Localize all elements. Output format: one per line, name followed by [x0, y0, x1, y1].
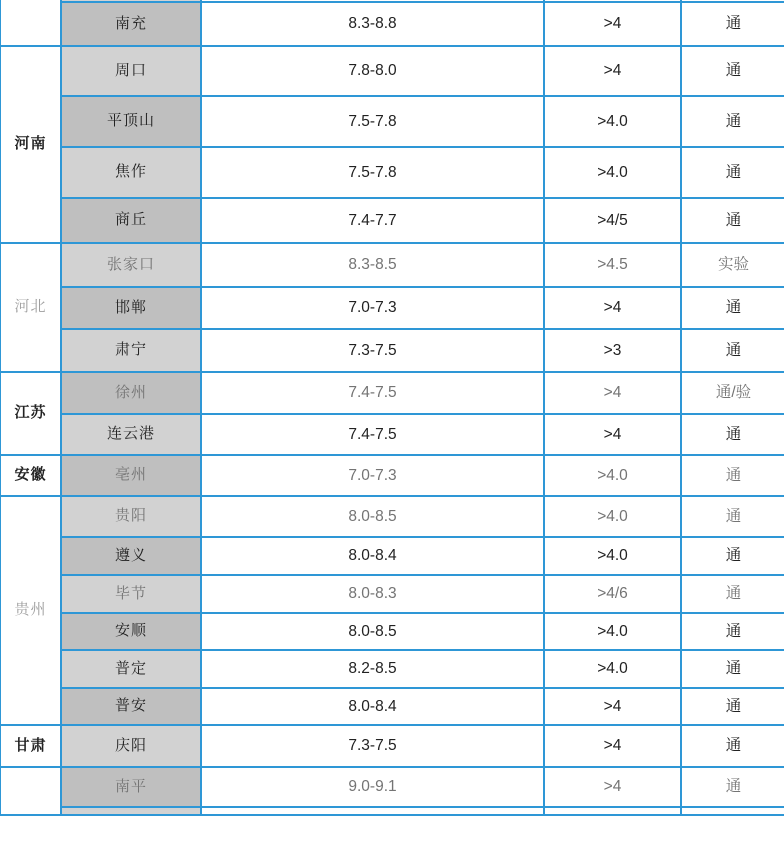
table-row	[0, 575, 784, 613]
weight-spec-cell: >4	[544, 46, 681, 96]
status-cell: 通	[681, 329, 784, 372]
city-cell: 商丘	[61, 198, 201, 243]
status-cell: 通	[681, 2, 784, 46]
city-cell: 南平	[61, 767, 201, 807]
price-range-cell: 8.0-8.3	[201, 575, 544, 613]
city-cell: 安顺	[61, 613, 201, 650]
status-cell: 通	[681, 575, 784, 613]
province-cell: 甘肃	[0, 725, 61, 767]
status-cell: 通	[681, 613, 784, 650]
price-range-cell: 8.2-8.5	[201, 650, 544, 688]
city-cell: 焦作	[61, 147, 201, 198]
status-cell: 通	[681, 414, 784, 455]
weight-spec-cell: >4.5	[544, 243, 681, 287]
price-range-cell: 7.3-7.5	[201, 329, 544, 372]
city-cell: 平顶山	[61, 96, 201, 147]
price-range-cell: 7.8-8.0	[201, 46, 544, 96]
status-cell: 通	[681, 147, 784, 198]
table-row	[0, 688, 784, 725]
table-row	[0, 767, 784, 807]
table-row	[0, 496, 784, 537]
city-cell: 邯郸	[61, 287, 201, 329]
table-row-partial	[0, 807, 784, 815]
weight-spec-cell: >4	[544, 287, 681, 329]
city-cell: 肃宁	[61, 329, 201, 372]
province-cell: 江苏	[0, 372, 61, 455]
weight-spec-cell: >4	[544, 372, 681, 414]
table-row	[0, 372, 784, 414]
status-cell: 通	[681, 287, 784, 329]
weight-spec-cell: >4.0	[544, 613, 681, 650]
price-range-cell: 8.0-8.5	[201, 613, 544, 650]
weight-spec-cell: >4/6	[544, 575, 681, 613]
province-cell	[0, 0, 61, 46]
status-cell: 通	[681, 537, 784, 575]
table-row	[0, 198, 784, 243]
table-row	[0, 537, 784, 575]
weight-spec-cell: >3	[544, 329, 681, 372]
table-row	[0, 147, 784, 198]
weight-spec-cell: >4	[544, 767, 681, 807]
price-range-cell: 8.0-8.4	[201, 688, 544, 725]
status-cell: 通/验	[681, 372, 784, 414]
city-cell: 普定	[61, 650, 201, 688]
province-cell: 河北	[0, 243, 61, 372]
status-cell: 通	[681, 46, 784, 96]
table-row	[0, 329, 784, 372]
weight-spec-cell: >4	[544, 414, 681, 455]
table-row	[0, 725, 784, 767]
province-cell: 河南	[0, 46, 61, 243]
status-cell: 实验	[681, 243, 784, 287]
price-range-cell: 9.0-9.1	[201, 767, 544, 807]
weight-spec-cell: >4	[544, 688, 681, 725]
weight-spec-cell: >4.0	[544, 147, 681, 198]
city-cell: 徐州	[61, 372, 201, 414]
table-row	[0, 96, 784, 147]
province-cell	[0, 767, 61, 815]
table-row	[0, 414, 784, 455]
table-row	[0, 243, 784, 287]
city-cell: 连云港	[61, 414, 201, 455]
weight-spec-cell: >4.0	[544, 650, 681, 688]
weight-spec-cell: >4.0	[544, 537, 681, 575]
price-range-cell: 7.5-7.8	[201, 96, 544, 147]
price-range-cell	[201, 807, 544, 815]
province-cell: 安徽	[0, 455, 61, 496]
price-range-cell: 7.4-7.5	[201, 372, 544, 414]
weight-spec-cell: >4.0	[544, 455, 681, 496]
city-cell: 普安	[61, 688, 201, 725]
status-cell: 通	[681, 198, 784, 243]
weight-spec-cell: >4/5	[544, 198, 681, 243]
weight-spec-cell: >4.0	[544, 96, 681, 147]
city-cell: 遵义	[61, 537, 201, 575]
status-cell: 通	[681, 96, 784, 147]
city-cell: 南充	[61, 2, 201, 46]
weight-spec-cell	[544, 807, 681, 815]
status-cell: 通	[681, 496, 784, 537]
status-cell: 通	[681, 455, 784, 496]
table-row	[0, 2, 784, 46]
weight-spec-cell: >4.0	[544, 496, 681, 537]
status-cell	[681, 807, 784, 815]
city-cell	[61, 807, 201, 815]
price-range-cell: 7.0-7.3	[201, 287, 544, 329]
status-cell: 通	[681, 725, 784, 767]
price-range-cell: 8.0-8.4	[201, 537, 544, 575]
price-range-cell: 8.0-8.5	[201, 496, 544, 537]
table-row	[0, 650, 784, 688]
city-cell: 毕节	[61, 575, 201, 613]
province-cell: 贵州	[0, 496, 61, 725]
status-cell: 通	[681, 650, 784, 688]
city-cell: 亳州	[61, 455, 201, 496]
city-cell: 张家口	[61, 243, 201, 287]
price-range-cell: 8.3-8.5	[201, 243, 544, 287]
weight-spec-cell: >4	[544, 2, 681, 46]
city-cell: 贵阳	[61, 496, 201, 537]
table-row	[0, 46, 784, 96]
price-range-cell: 7.4-7.5	[201, 414, 544, 455]
table-row	[0, 287, 784, 329]
price-range-cell: 7.3-7.5	[201, 725, 544, 767]
price-range-cell: 7.5-7.8	[201, 147, 544, 198]
city-cell: 周口	[61, 46, 201, 96]
weight-spec-cell: >4	[544, 725, 681, 767]
status-cell: 通	[681, 767, 784, 807]
table-row	[0, 613, 784, 650]
status-cell: 通	[681, 688, 784, 725]
table-row	[0, 455, 784, 496]
price-range-cell: 7.0-7.3	[201, 455, 544, 496]
city-cell: 庆阳	[61, 725, 201, 767]
price-range-cell: 7.4-7.7	[201, 198, 544, 243]
price-range-cell: 8.3-8.8	[201, 2, 544, 46]
